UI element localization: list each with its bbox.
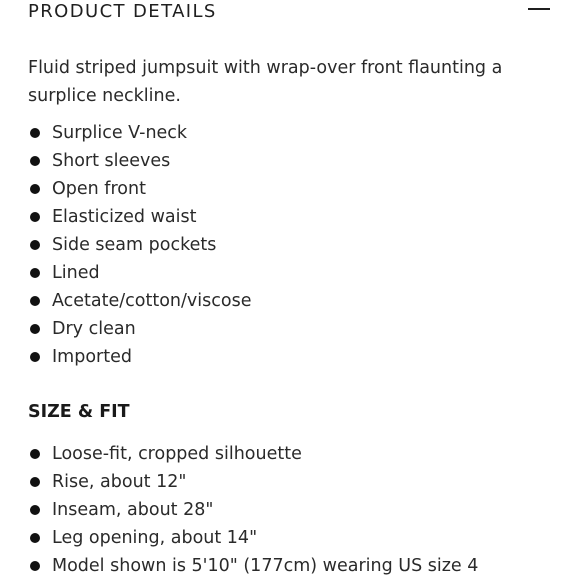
bullet-icon xyxy=(30,240,40,250)
bullet-icon xyxy=(30,324,40,334)
size-fit-heading: SIZE & FIT xyxy=(28,402,130,422)
product-description: Fluid striped jumpsuit with wrap-over front flaunting a surplice neckline. xyxy=(28,58,503,106)
bullet-icon xyxy=(30,477,40,487)
bullet-icon xyxy=(30,184,40,194)
bullet-icon xyxy=(30,561,40,571)
bullet-icon xyxy=(30,212,40,222)
bullet-icon xyxy=(30,505,40,515)
bullet-icon xyxy=(30,128,40,138)
collapse-toggle-button[interactable] xyxy=(522,0,554,20)
section-title: PRODUCT DETAILS xyxy=(28,1,217,22)
minus-icon xyxy=(528,8,550,10)
bullet-icon xyxy=(30,533,40,543)
bullet-icon xyxy=(30,296,40,306)
bullet-icon xyxy=(30,352,40,362)
bullet-icon xyxy=(30,449,40,459)
bullet-icon xyxy=(30,268,40,278)
bullet-icon xyxy=(30,156,40,166)
product-details-header[interactable] xyxy=(0,0,580,28)
